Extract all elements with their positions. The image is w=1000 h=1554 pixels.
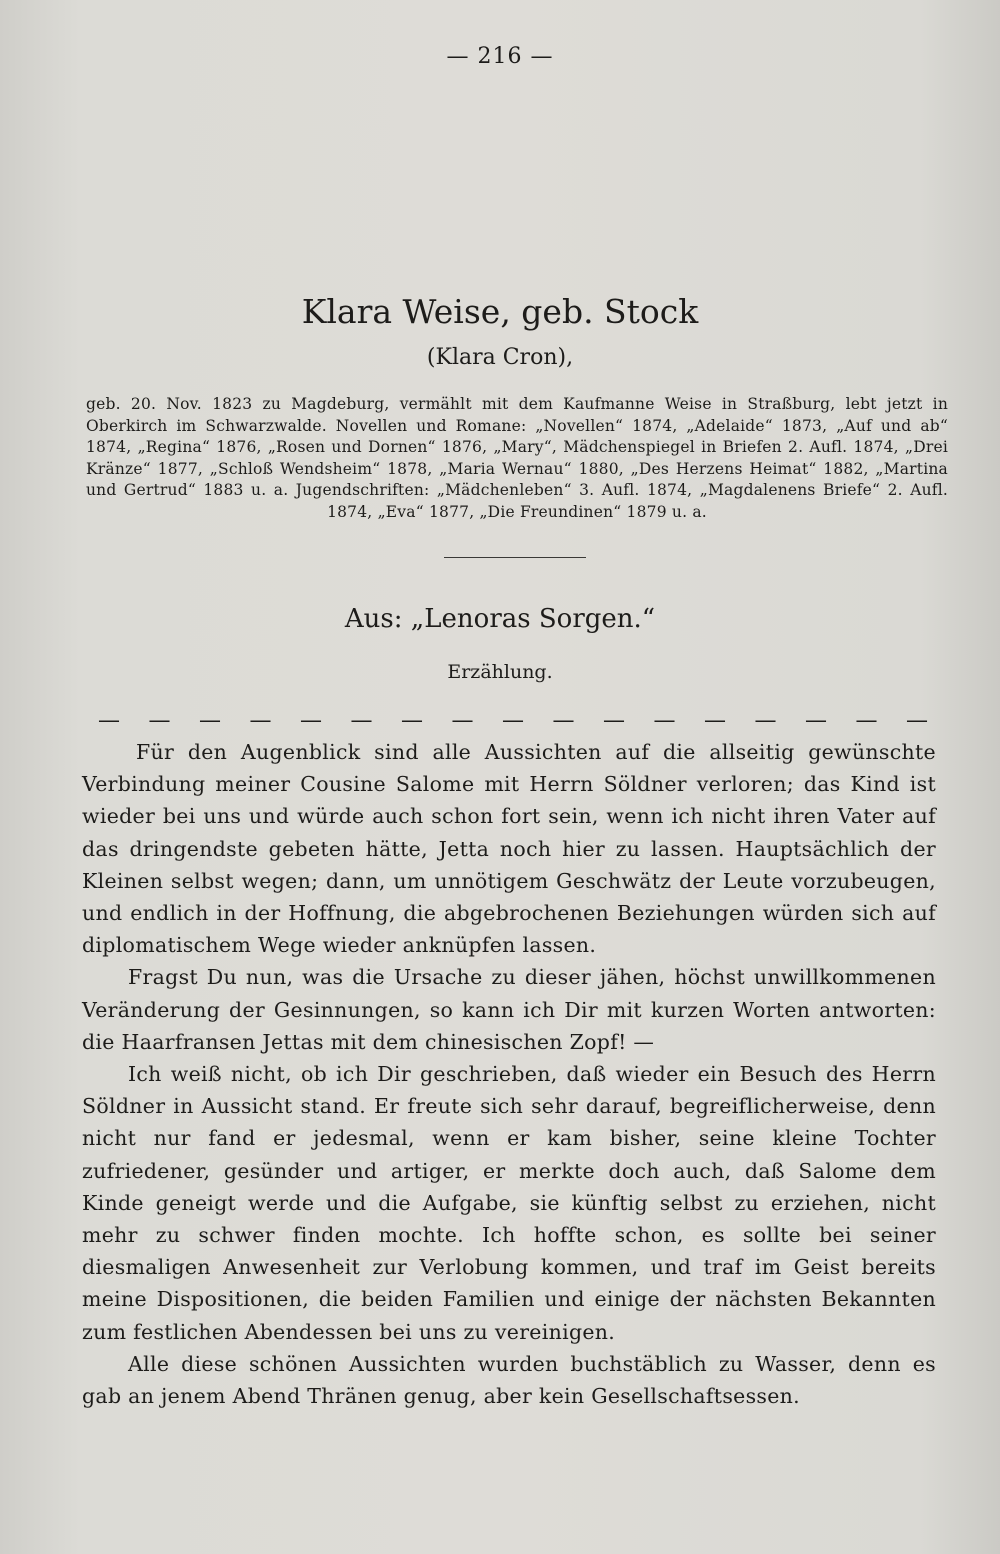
ellipsis-dash-row	[98, 708, 928, 733]
dash: —	[603, 708, 625, 733]
paragraph: Ich weiß nicht, ob ich Dir geschrieben, daß wieder ein Besuch des Herrn Söldner in Aussicht stand. Er freute sich sehr darauf, begreiflicherweise, denn nicht nur fand er jedesmal, wenn er kam bisher, seine kleine Tochter zufriedener, gesünder und artiger, er merkte doch auch, daß Salome dem Kinde geneigt werde und die Aufgabe, sie künftig selbst zu erziehen, nicht mehr zu schwer finden mochte. Ich hoffte schon, es sollte bei seiner diesmaligen Anwesenheit zur Verlobung kommen, und traf im Geist bereits meine Dispositionen, die beiden Familien und einige der nächsten Bekannten zum festlichen Abendessen bei uns zu vereinigen.	[82, 1062, 936, 1344]
dash: —	[855, 708, 878, 733]
paragraph: Fragst Du nun, was die Ursache zu dieser jähen, höchst unwillkommenen Veränderung der Gesinnungen, so kann ich Dir mit kurzen Worten antworten: die Haarfransen Jettas mit dem chinesischen Zopf! —	[82, 965, 936, 1054]
dash: —	[754, 708, 777, 733]
dash: —	[451, 708, 474, 733]
section-divider	[444, 557, 586, 558]
dash: —	[350, 708, 373, 733]
story-text	[82, 736, 936, 1412]
dash: —	[805, 708, 827, 733]
dash: —	[704, 708, 726, 733]
paragraph: Für den Augenblick sind alle Aussichten auf die allseitig gewünschte Verbindung meiner Cousine Salome mit Herrn Söldner verloren; das Kind ist wieder bei uns und würde auch schon fort sein, wenn ich nicht ihren Vater auf das dringendste gebeten hätte, Jetta noch hier zu lassen. Hauptsächlich der Kleinen selbst wegen; dann, um unnötigem Geschwätz der Leute vorzubeugen, und endlich in der Hoffnung, die abgebrochenen Beziehungen würden sich auf diplomatischem Wege wieder anknüpfen lassen.	[82, 740, 936, 958]
dash: —	[98, 708, 120, 733]
dash: —	[552, 708, 575, 733]
page-number: — 216 —	[446, 44, 554, 69]
dash: —	[401, 708, 423, 733]
dash: —	[906, 708, 928, 733]
dash: —	[249, 708, 272, 733]
dash: —	[199, 708, 221, 733]
dash: —	[653, 708, 676, 733]
excerpt-genre: Erzählung.	[447, 661, 553, 683]
dash: —	[502, 708, 524, 733]
author-title: Klara Weise, geb. Stock	[301, 292, 699, 331]
dash: —	[148, 708, 171, 733]
author-pseudonym: (Klara Cron),	[426, 345, 574, 370]
dash: —	[300, 708, 322, 733]
excerpt-title: Aus: „Lenoras Sorgen.“	[344, 604, 656, 634]
paragraph: Alle diese schönen Aussichten wurden buchstäblich zu Wasser, denn es gab an jenem Abend Thränen genug, aber kein Gesellschaftsessen.	[82, 1351, 936, 1409]
author-biography: geb. 20. Nov. 1823 zu Magdeburg, vermählt mit dem Kaufmanne Weise in Straßburg, lebt jetzt in Oberkirch im Schwarzwalde. Novellen und Romane: „Novellen“ 1874, „Adelaide“ 1873, „Auf und ab“ 1874, „Regina“ 1876, „Rosen und Dornen“ 1876, „Mary“, Mädchenspiegel in Briefen 2. Aufl. 1874, „Drei Kränze“ 1877, „Schloß Wendsheim“ 1878, „Maria Wernau“ 1880, „Des Herzens Heimat“ 1882, „Martina und Gertrud“ 1883 u. a. Jugendschriften: „Mädchenleben“ 3. Aufl. 1874, „Magdalenens Briefe“ 2. Aufl. 1874, „Eva“ 1877, „Die Freundinen“ 1879 u. a.	[86, 395, 948, 521]
